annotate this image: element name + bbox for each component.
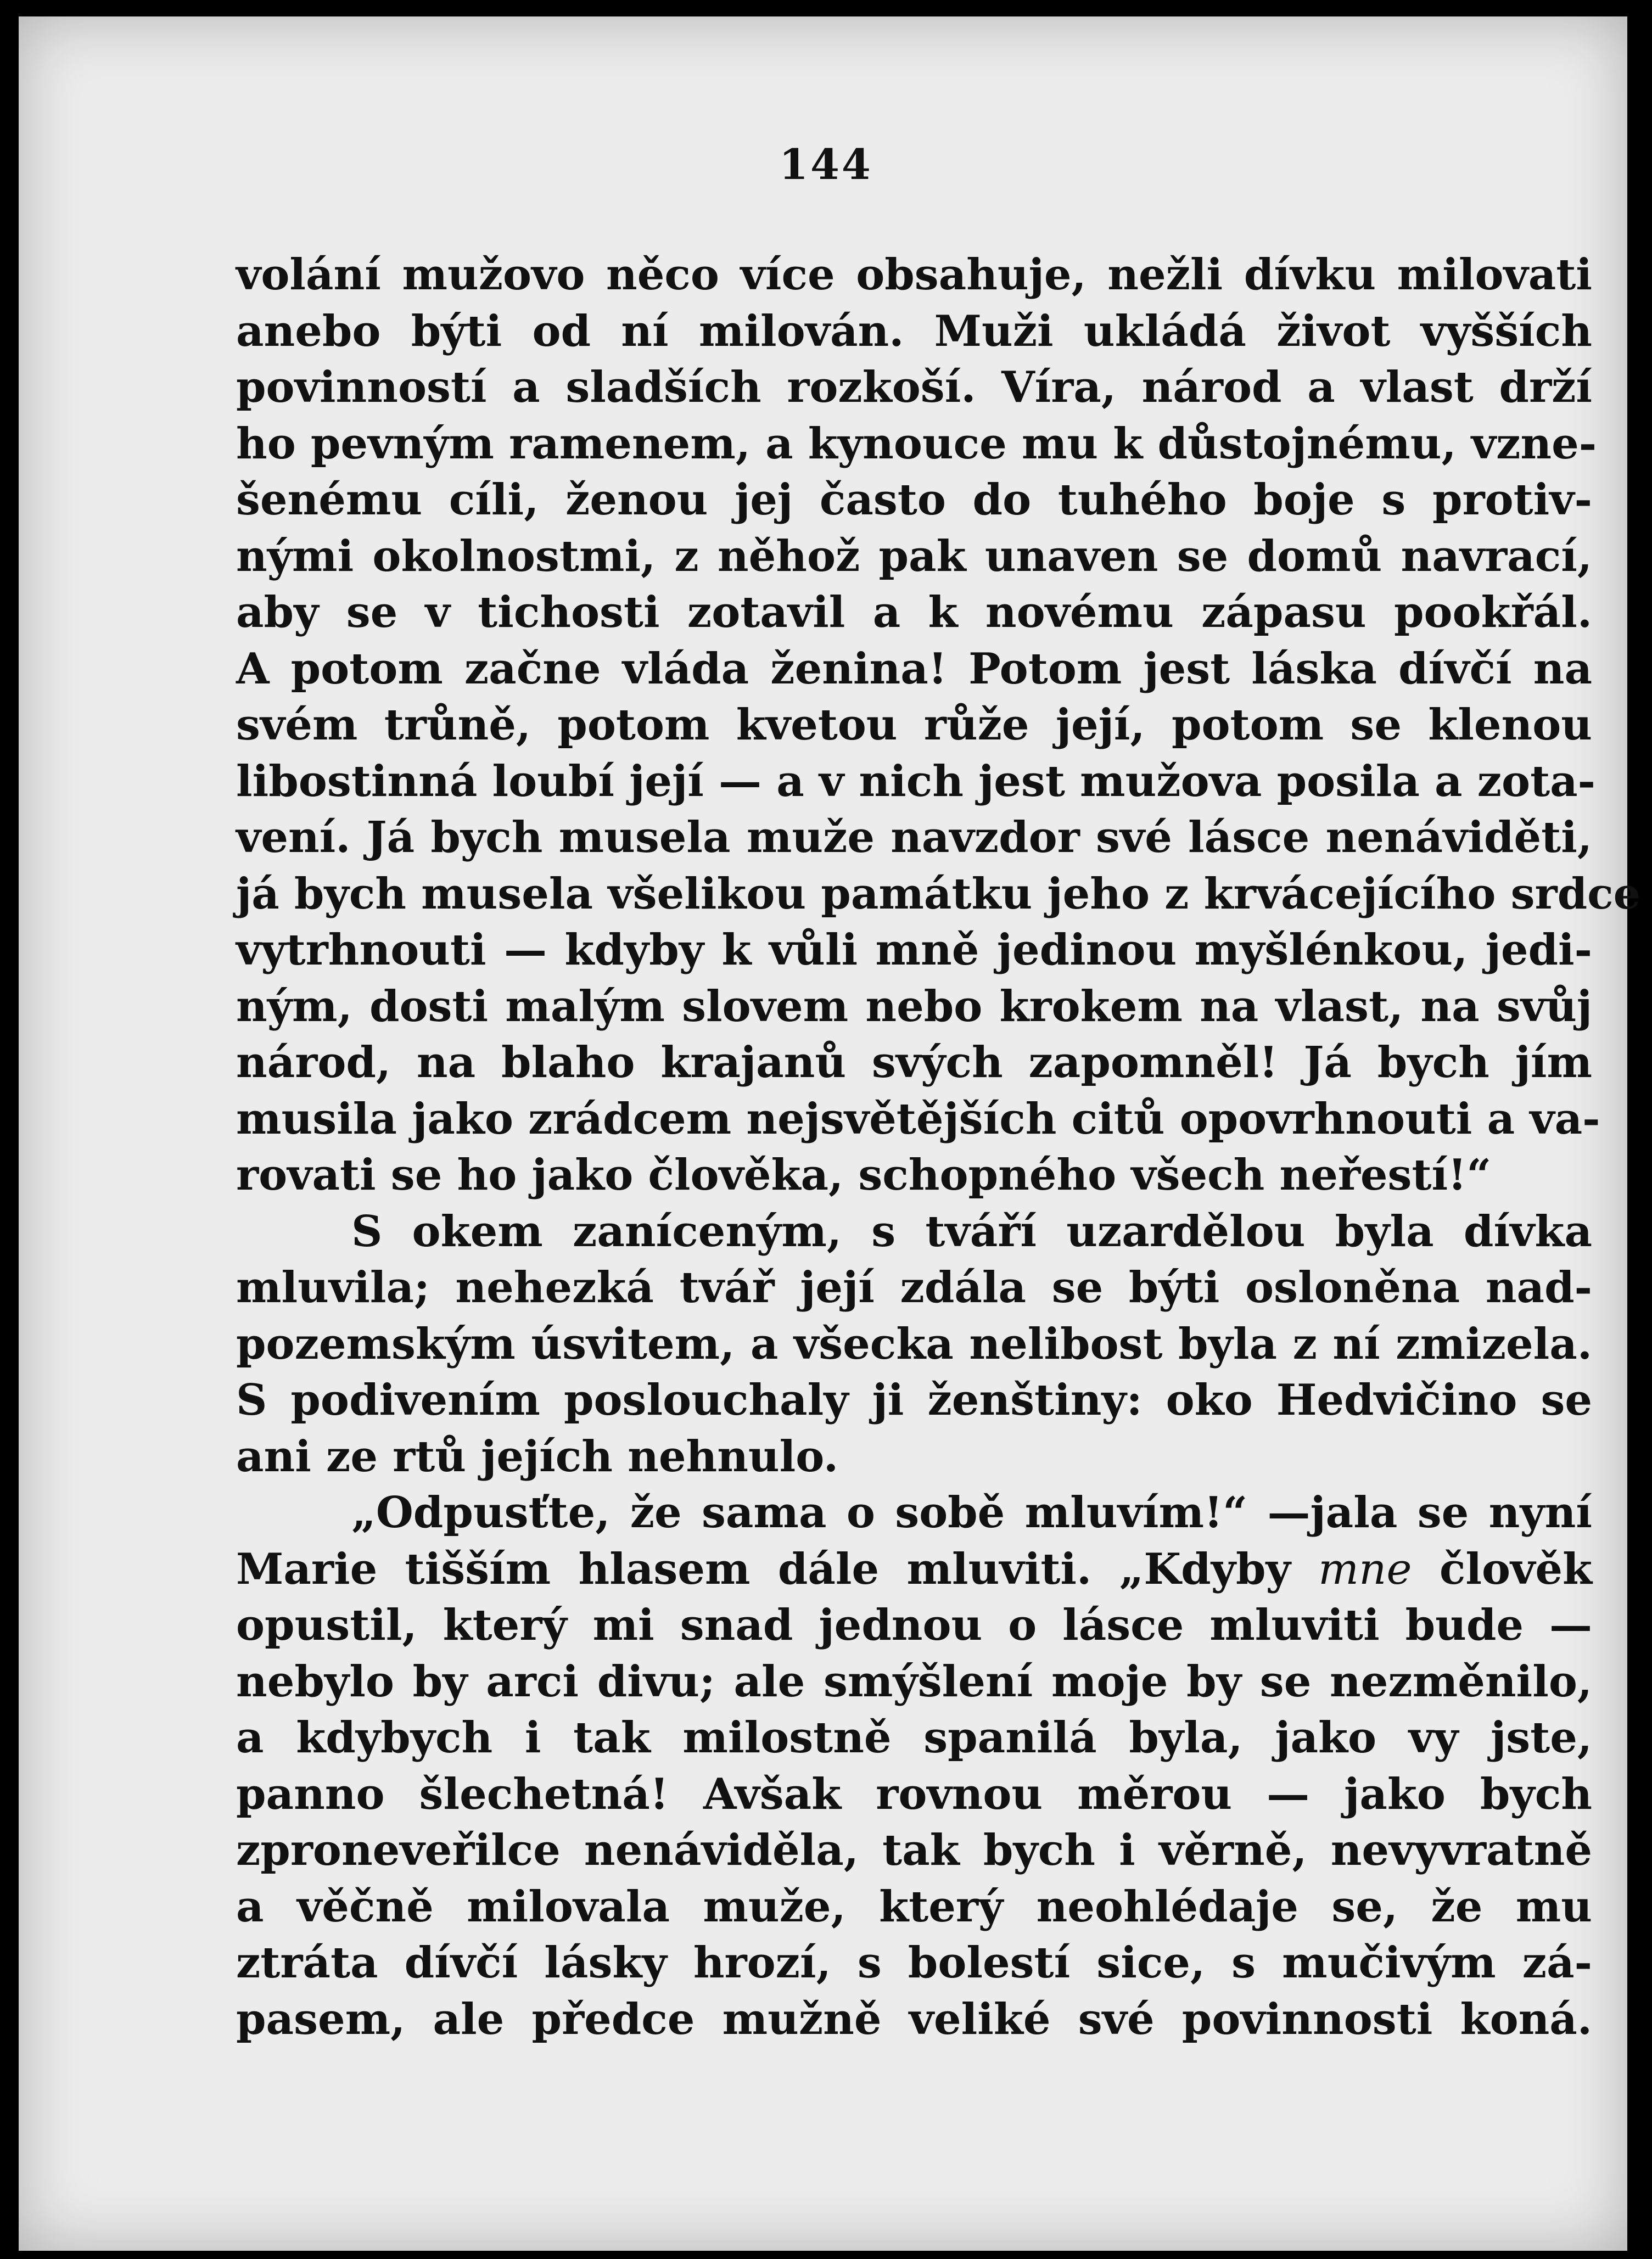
text-line: aby se v tichosti zotavil a k novému zápasu pookřál.: [236, 587, 1592, 637]
text-line: ho pevným ramenem, a kynouce mu k důstojnému, vzne-: [236, 418, 1597, 469]
text-line: ným, dosti malým slovem nebo krokem na vlast, na svůj: [236, 981, 1592, 1032]
text-line: pasem, ale předce mužně veliké své povinnosti koná.: [236, 1994, 1592, 2044]
paragraph-end-line: rovati se ho jako člověka, schopného všech neřestí!“: [236, 1150, 1492, 1200]
text-line: nebylo by arci divu; ale smýšlení moje by se nezměnilo,: [236, 1656, 1592, 1707]
paragraph-start-line: „Odpusťte, že sama o sobě mluvím!“ —jala se nyní: [351, 1488, 1592, 1538]
text-line: svém trůně, potom kvetou růže její, potom se klenou: [236, 700, 1592, 750]
text-line: libostinná loubí její — a v nich jest mužova posila a zota-: [236, 756, 1596, 806]
text-line: anebo býti od ní milován. Muži ukládá život vyšších: [236, 306, 1592, 356]
body-text: [236, 247, 1641, 2048]
page-number: 144: [779, 140, 873, 189]
text-line: já bych musela všelikou památku jeho z krvácejícího srdce: [236, 868, 1641, 919]
paragraph-end-line: ani ze rtů jejích nehnulo.: [236, 1431, 839, 1482]
text-line: národ, na blaho krajanů svých zapomněl! Já bych jím: [236, 1038, 1592, 1088]
emphasized-word: mne: [1318, 1544, 1412, 1594]
text-line: vení. Já bych musela muže navzdor své lásce nenáviděti,: [236, 812, 1592, 862]
text-line: nými okolnostmi, z něhož pak unaven se domů navrací,: [236, 531, 1592, 581]
text-line: a věčně milovala muže, který neohlédaje se, že mu: [236, 1881, 1592, 1932]
text-line: ztráta dívčí lásky hrozí, s bolestí sice, s mučivým zá-: [236, 1938, 1592, 1988]
text-line: zproneveřilce nenáviděla, tak bych i věrně, nevyvratně: [236, 1825, 1592, 1875]
text-line: vytrhnouti — kdyby k vůli mně jedinou myšlénkou, jedi-: [236, 925, 1592, 975]
text-line: panno šlechetná! Avšak rovnou měrou — jako bych: [236, 1769, 1592, 1819]
text-segment: Marie tišším hlasem dále mluviti. „Kdyby: [236, 1544, 1319, 1594]
text-line: volání mužovo něco více obsahuje, nežli dívku milovati: [236, 250, 1592, 300]
text-line: pozemským úsvitem, a všecka nelibost byla z ní zmizela.: [236, 1319, 1592, 1369]
text-line-with-emphasis: [236, 1541, 1592, 1598]
text-segment: člověk: [1412, 1544, 1593, 1594]
paragraph-start-line: S okem zaníceným, s tváří uzardělou byla dívka: [351, 1206, 1592, 1257]
text-line: mluvila; nehezká tvář její zdála se býti osloněna nad-: [236, 1263, 1592, 1313]
text-line: A potom začne vláda ženina! Potom jest láska dívčí na: [236, 643, 1592, 694]
text-line: a kdybych i tak milostně spanilá byla, jako vy jste,: [236, 1713, 1592, 1763]
text-line: opustil, který mi snad jednou o lásce mluviti bude —: [236, 1600, 1592, 1650]
text-line: musila jako zrádcem nejsvětějších citů opovrhnouti a va-: [236, 1094, 1600, 1144]
text-line: šenému cíli, ženou jej často do tuhého boje s protiv-: [236, 475, 1592, 525]
text-line: S podivením poslouchaly ji ženštiny: oko Hedvičino se: [236, 1375, 1592, 1425]
text-line: povinností a sladších rozkoší. Víra, národ a vlast drží: [236, 362, 1592, 412]
